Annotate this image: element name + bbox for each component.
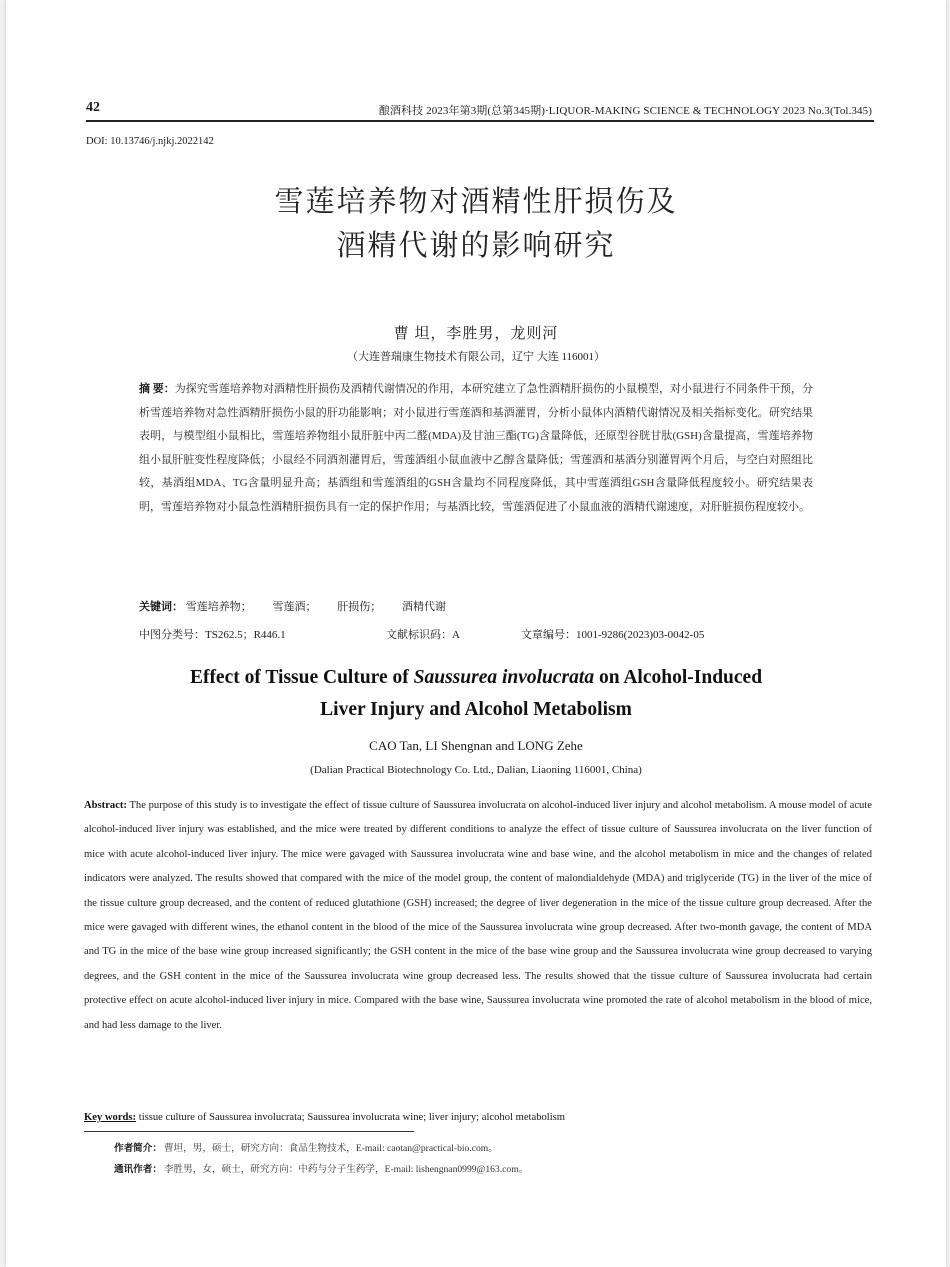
english-title-part: Effect of Tissue Culture of	[189, 667, 414, 688]
chinese-title-line-1: 雪莲培养物对酒精性肝损伤及	[274, 186, 678, 218]
clc-number: 中图分类号：TS262.5；R446.1	[139, 629, 286, 641]
english-abstract-text: The purpose of this study is to investigate the effect of tissue culture of Saussurea involucrata on alcohol-induced liver injury and alcohol metabolism. A mouse model of acute alcohol-induced liver injury was established, and the mice were treated by different conditions to analyze the effect of tissue culture of Saussurea involucrata on the liver function of mice with acute alcohol-induced liver injury. The mice were gavaged with Saussurea involucrata wine and base wine, and the alcohol metabolism in mice and the changes of related indicators were analyzed. The results showed that compared with the mice of the model group, the content of malondialdehyde (MDA) and triglyceride (TG) in the liver of the mice of the tissue culture group decreased, and the content of reduced glutathione (GSH) increased; the degree of liver degeneration in the mice of the tissue culture group decreased. After the mice were gavaged with different wines, the ethanol content in the blood of the mice of the Saussurea involucrata wine group decreased. After two-month gavage, the content of MDA and TG in the mice of the base wine group increased significantly; the GSH content in the mice of the base wine group and the Saussurea involucrata wine group decreased to varying degrees, and the GSH content in the mice of the Saussurea involucrata wine group decreased less. The results showed that the tissue culture of Saussurea involucrata had certain protective effect on acute alcohol-induced liver injury in mice. Compared with the base wine, Saussurea involucrata wine promoted the rate of alcohol metabolism in the blood of mice, and had less damage to the liver.	[84, 800, 872, 1031]
chinese-title	[6, 180, 946, 268]
english-affiliation: (Dalian Practical Biotechnology Co. Ltd., Dalian, Liaoning 116001, China)	[310, 764, 642, 776]
footnote-corresponding-label: 通讯作者：	[114, 1164, 162, 1175]
english-title-species: Saussurea involucrata	[413, 667, 595, 688]
footnote-corresponding	[114, 1161, 528, 1175]
english-keywords	[84, 1112, 872, 1123]
english-title	[6, 662, 946, 726]
english-title-line-2: Liver Injury and Alcohol Metabolism	[320, 699, 632, 720]
chinese-keyword: 肝损伤；	[337, 601, 382, 613]
chinese-affiliation: （大连普瑞康生物技术有限公司，辽宁 大连 116001）	[346, 351, 606, 363]
english-keywords-text: tissue culture of Saussurea involucrata; Saussurea involucrata wine; liver injury; alcohol metabolism	[138, 1112, 566, 1123]
english-keywords-label: Key words:	[84, 1112, 137, 1123]
chinese-abstract-label: 摘 要：	[139, 383, 175, 395]
english-abstract-label: Abstract:	[84, 800, 127, 811]
footnote-corresponding-text: 李胜男，女，硕士，研究方向：中药与分子生药学，E-mail: lishengnan0999@163.com。	[163, 1164, 529, 1175]
chinese-keyword: 酒精代谢	[402, 601, 446, 613]
chinese-keywords	[139, 598, 813, 614]
article-number: 文章编号：1001-9286(2023)03-0042-05	[521, 629, 705, 641]
english-title-part: on Alcohol-Induced	[594, 667, 763, 688]
doi[interactable]: DOI: 10.13746/j.njkj.2022142	[86, 136, 214, 147]
english-abstract	[84, 794, 872, 1038]
english-authors: CAO Tan, LI Shengnan and LONG Zehe	[369, 738, 583, 753]
footnote-author-label: 作者简介：	[114, 1143, 162, 1154]
running-header	[86, 100, 874, 122]
document-code: 文献标识码：A	[386, 629, 460, 641]
chinese-abstract	[139, 378, 813, 520]
chinese-keywords-label: 关键词：	[139, 601, 183, 613]
chinese-title-line-2: 酒精代谢的影响研究	[336, 230, 616, 262]
footnote-author-text: 曹坦，男，硕士，研究方向：食品生物技术，E-mail: caotan@practical-bio.com。	[163, 1143, 498, 1154]
english-title-line-1	[6, 662, 946, 694]
footnote-rule	[84, 1131, 414, 1132]
journal-line: 酿酒科技 2023年第3期(总第345期)·LIQUOR-MAKING SCIENCE & TECHNOLOGY 2023 No.3(Tol.345)	[378, 105, 872, 117]
chinese-keyword: 雪莲酒；	[272, 601, 317, 613]
chinese-abstract-text: 为探究雪莲培养物对酒精性肝损伤及酒精代谢情况的作用，本研究建立了急性酒精肝损伤的小鼠模型，对小鼠进行不同条件干预，分析雪莲培养物对急性酒精肝损伤小鼠的肝功能影响；对小鼠进行雪莲酒和基酒灌胃，分析小鼠体内酒精代谢情况及相关指标变化。研究结果表明，与模型组小鼠相比，雪莲培养物组小鼠肝脏中丙二醛(MDA)及甘油三酯(TG)含量降低，还原型谷胱甘肽(GSH)含量提高，雪莲培养物组小鼠肝脏变性程度降低；小鼠经不同酒剂灌胃后，雪莲酒组小鼠血液中乙醇含量降低；雪莲酒和基酒分别灌胃两个月后，与空白对照组比较，基酒组MDA、TG含量明显升高；基酒组和雪莲酒组的GSH含量均不同程度降低，其中雪莲酒组GSH含量降低程度较小。研究结果表明，雪莲培养物对小鼠急性酒精肝损伤具有一定的保护作用；与基酒比较，雪莲酒促进了小鼠血液的酒精代谢速度，对肝脏损伤程度较小。	[139, 383, 814, 513]
chinese-keyword: 雪莲培养物；	[185, 601, 252, 613]
page-number: 42	[86, 100, 100, 115]
chinese-authors: 曹 坦，李胜男，龙则河	[393, 326, 559, 342]
paper-page	[6, 0, 946, 1267]
footnote-author	[114, 1140, 498, 1154]
